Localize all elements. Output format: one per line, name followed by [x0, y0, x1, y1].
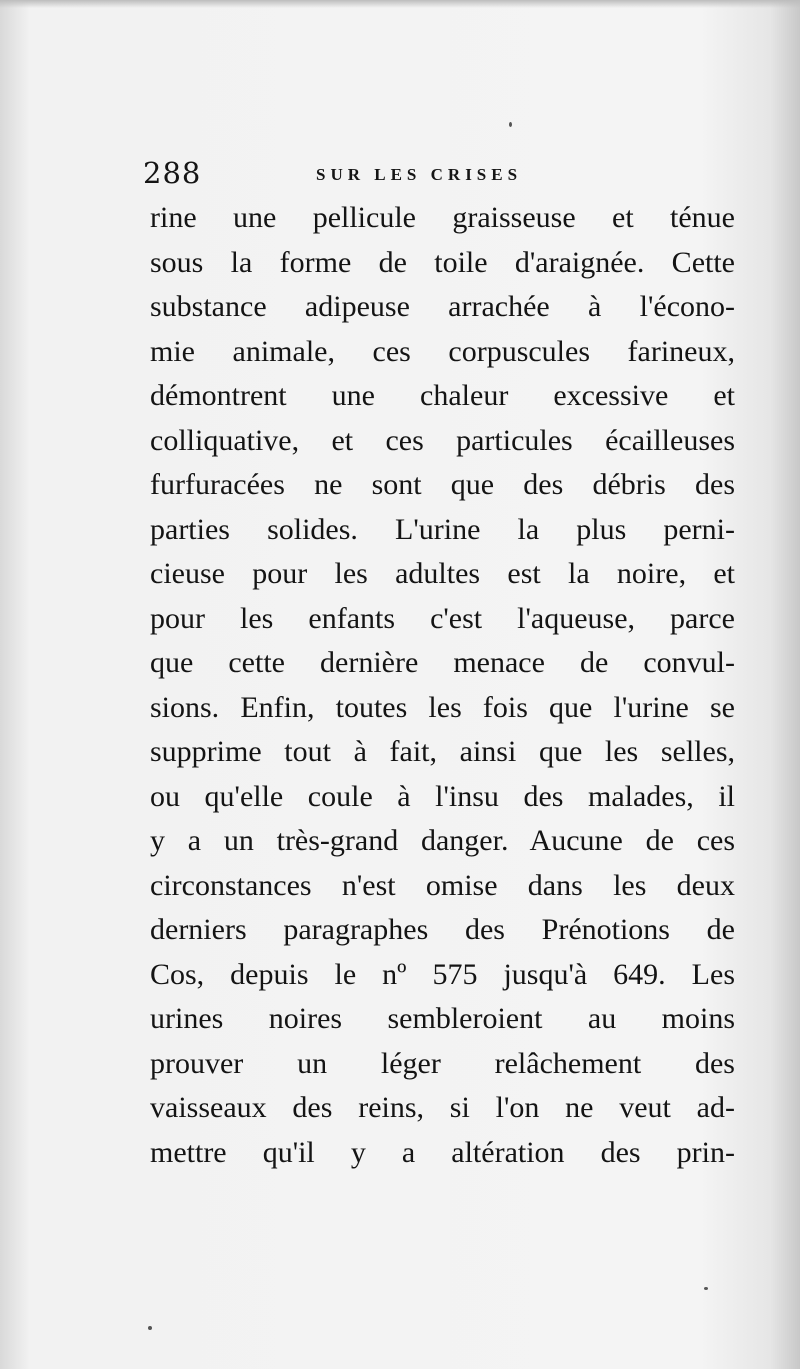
running-title: SUR LES CRISES [316, 165, 523, 184]
text-line: circonstances n'est omise dans les deux [150, 868, 735, 902]
text-line: Cos, depuis le nº 575 jusqu'à 649. Les [150, 957, 735, 991]
text-line: sous la forme de toile d'araignée. Cette [150, 245, 735, 279]
text-line: rine une pellicule graisseuse et ténue [150, 201, 735, 234]
text-line: mie animale, ces corpuscules farineux, [150, 334, 735, 368]
text-line: démontrent une chaleur excessive et [150, 379, 735, 412]
text-line: mettre qu'il y a altération des prin- [150, 1135, 735, 1169]
text-line: parties solides. L'urine la plus perni- [150, 512, 735, 546]
page-top-edge [0, 0, 800, 8]
text-line: derniers paragraphes des Prénotions de [150, 913, 735, 946]
text-line: y a un très-grand danger. Aucune de ces [150, 824, 735, 857]
text-line: colliquative, et ces particules écailleuses [150, 423, 735, 457]
ink-speck [704, 1287, 708, 1290]
text-line: urines noires sembleroient au moins [150, 1002, 735, 1035]
text-line: ou qu'elle coule à l'insu des malades, il [150, 779, 735, 813]
text-line: supprime tout à fait, ainsi que les selles, [150, 735, 735, 768]
text-line: vaisseaux des reins, si l'on ne veut ad- [150, 1091, 735, 1124]
text-line: pour les enfants c'est l'aqueuse, parce [150, 601, 735, 635]
text-line: furfuracées ne sont que des débris des [150, 468, 735, 501]
page-number: 288 [143, 156, 202, 190]
running-head [143, 156, 563, 198]
body-text [150, 196, 740, 1175]
text-line: prouver un léger relâchement des [150, 1046, 735, 1080]
ink-speck [148, 1326, 152, 1330]
text-line: que cette dernière menace de convul- [150, 646, 735, 679]
ink-speck [509, 122, 512, 127]
text-line: cieuse pour les adultes est la noire, et [150, 557, 735, 590]
text-line: sions. Enfin, toutes les fois que l'urine se [150, 690, 735, 724]
text-line: substance adipeuse arrachée à l'écono- [150, 290, 735, 323]
